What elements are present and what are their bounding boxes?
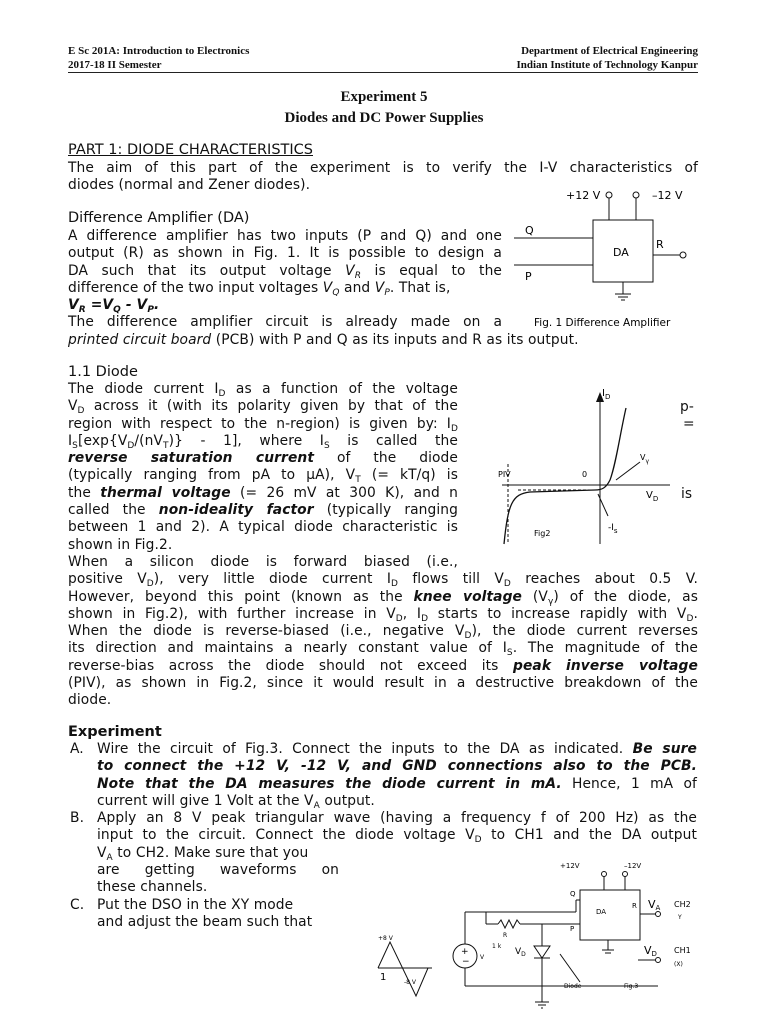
step-a-line-2: to connect the +12 V, -12 V, and GND connections also to the PCB. bbox=[97, 758, 697, 775]
fig3-ch1-label: CH1 bbox=[674, 946, 691, 955]
department: Department of Electrical Engineering bbox=[521, 45, 698, 57]
fig3-source-plus: + bbox=[461, 947, 469, 957]
fig3-vd-out-label: VD bbox=[644, 944, 657, 958]
fig3-ch2-label: CH2 bbox=[674, 900, 691, 909]
step-b-line-4: are getting waveforms on bbox=[97, 861, 339, 878]
diode-line-1: The diode current $I_D$ as a function of the voltage bbox=[68, 381, 458, 399]
diode-line-6: (typically ranging from pA to μA), $V_T$ (= kT/q) is bbox=[68, 467, 459, 486]
fig2-id-label: $I_D$ bbox=[602, 388, 611, 401]
diode-fragment-eq: = bbox=[683, 416, 695, 432]
step-a bbox=[97, 741, 697, 810]
experiment-subtitle: Diodes and DC Power Supplies bbox=[284, 110, 484, 126]
diode-fragment-p: p- bbox=[680, 399, 694, 415]
fig2-origin-label: 0 bbox=[582, 470, 588, 479]
fig3-resistor bbox=[498, 920, 520, 928]
fig3-minus12-terminal bbox=[623, 872, 628, 877]
da-line-2: output (R) as shown in Fig. 1. It is possible to design a bbox=[68, 245, 502, 262]
step-b-line-3: $V_A$ to CH2. Make sure that you bbox=[97, 844, 309, 863]
fig3-va-label: VA bbox=[648, 898, 661, 912]
fig1-minus12-label: –12 V bbox=[652, 189, 683, 202]
fig3-vd-label: $V_D$ bbox=[515, 947, 526, 958]
step-b-line-5: these channels. bbox=[97, 879, 208, 896]
diode-line-10: shown in Fig.2. bbox=[68, 536, 173, 553]
fig3-da-block bbox=[580, 890, 640, 940]
part1-intro-line2: diodes (normal and Zener diodes). bbox=[68, 177, 311, 193]
diode-line-4: $I_S[\exp\{V_D/(nV_T)\} - 1]$, where $I_S$ is called the bbox=[68, 432, 458, 451]
diode-line-9: between 1 and 2). A typical diode characteristic is bbox=[68, 519, 458, 536]
fig3-va-terminal bbox=[656, 912, 661, 917]
step-a-line-4: current will give 1 Volt at the $V_A$ output. bbox=[97, 792, 375, 811]
fig1-plus12-terminal bbox=[606, 192, 612, 198]
diode-line-7: the thermal voltage (= 26 mV at 300 K), and n bbox=[68, 484, 458, 501]
step-a-letter: A. bbox=[70, 741, 84, 757]
fig1-difference-amplifier bbox=[508, 182, 698, 332]
forward-line-7: reverse-bias across the diode should not exceed its peak inverse voltage bbox=[68, 657, 698, 674]
fig3-source-label: V bbox=[480, 954, 485, 961]
da-line-3: DA such that its output voltage $V_R$ is equal to the bbox=[68, 262, 503, 281]
da-line-7: printed circuit board (PCB) with P and Q as its inputs and R as its output. bbox=[68, 332, 579, 348]
institute: Indian Institute of Technology Kanpur bbox=[516, 59, 698, 71]
fig3-p-label: P bbox=[570, 925, 575, 933]
fig1-caption: Fig. 1 Difference Amplifier bbox=[534, 317, 671, 329]
fig1-q-label: Q bbox=[525, 224, 534, 237]
fig1-da-label: DA bbox=[613, 246, 629, 259]
fig3-minus8-label: -8 V bbox=[404, 979, 416, 986]
step-b-line-1: Apply an 8 V peak triangular wave (having a frequency f of 200 Hz) as the bbox=[97, 810, 697, 826]
fig3-triangular-wave bbox=[378, 942, 428, 996]
diode-fragment-is: is bbox=[681, 486, 693, 502]
fig3-resistor-label: R bbox=[503, 932, 508, 939]
fig3-minus12-label: –12V bbox=[624, 862, 642, 870]
fig1-p-label: P bbox=[525, 270, 532, 283]
experiment-title: Experiment 5 bbox=[340, 89, 428, 105]
forward-line-2: positive $V_D$), very little diode current $I_D$ flows till $V_D$ reaches about 0.5 V. bbox=[68, 571, 698, 590]
forward-line-8: (PIV), as shown in Fig.2, since it would result in a destructive breakdown of the bbox=[68, 675, 698, 692]
fig3-ch1-axis: (X) bbox=[674, 961, 683, 968]
fig3-ch2-axis: Y bbox=[678, 914, 682, 921]
part1-intro-line1: The aim of this part of the experiment is to verify the I-V characteristics of bbox=[68, 160, 698, 176]
fig2-caption: Fig2 bbox=[534, 529, 551, 538]
fig3-diode-symbol bbox=[534, 946, 550, 958]
forward-line-9: diode. bbox=[68, 692, 112, 709]
forward-line-4: shown in Fig.2), with further increase in $V_D$, $I_D$ starts to increase rapidly with $V_D$. bbox=[68, 605, 698, 624]
header-right bbox=[516, 44, 698, 72]
fig1-r-label: R bbox=[656, 238, 664, 251]
forward-line-3: However, beyond this point (known as the knee voltage $(V_\gamma)$ of the diode, as bbox=[68, 588, 698, 607]
fig1-minus12-terminal bbox=[633, 192, 639, 198]
fig3-q-label: Q bbox=[570, 890, 576, 898]
fig3-diode-pointer bbox=[560, 954, 580, 982]
diode-heading: 1.1 Diode bbox=[68, 364, 138, 380]
diode-line-5: reverse saturation current of the diode bbox=[68, 450, 459, 467]
course-title: E Sc 201A: Introduction to Electronics bbox=[68, 45, 250, 57]
fig2-diode-characteristic bbox=[490, 384, 680, 554]
diode-paragraph bbox=[68, 381, 458, 554]
fig3-r-label: R bbox=[632, 902, 637, 910]
diode-line-3: region with respect to the n-region) is given by: $I_D$ bbox=[68, 415, 458, 434]
step-a-line-1: Wire the circuit of Fig.3. Connect the inputs to the DA as indicated. Be sure bbox=[97, 741, 697, 757]
experiment-heading: Experiment bbox=[68, 724, 162, 740]
fig1-plus12-label: +12 V bbox=[566, 189, 601, 202]
step-a-line-3: Note that the DA measures the diode current in mA. Hence, 1 mA of bbox=[97, 775, 697, 792]
fig2-is-label: $-I_s$ bbox=[608, 523, 618, 535]
diode-line-8: called the non-ideality factor (typically ranging bbox=[68, 502, 458, 519]
fig2-knee-label: $V_\gamma$ bbox=[640, 453, 650, 465]
part1-heading: PART 1: DIODE CHARACTERISTICS bbox=[68, 142, 313, 158]
da-line-6: The difference amplifier circuit is already made on a bbox=[68, 314, 502, 331]
diode-line-2: $V_D$ across it (with its polarity given by that of the bbox=[68, 398, 458, 417]
fig3-plus12-label: +12V bbox=[560, 862, 580, 870]
fig3-diode-label: Diode bbox=[564, 983, 582, 990]
fig2-knee-pointer bbox=[616, 462, 640, 480]
fig1-r-terminal bbox=[680, 252, 686, 258]
fig3-plus8-label: +8 V bbox=[378, 935, 393, 942]
fig3-period-label: 1 bbox=[380, 972, 387, 983]
da-heading: Difference Amplifier (DA) bbox=[68, 210, 250, 226]
step-c bbox=[97, 897, 342, 932]
fig3-plus12-terminal bbox=[602, 872, 607, 877]
da-paragraph bbox=[68, 228, 502, 332]
forward-line-1: When a silicon diode is forward biased (i.e., bbox=[68, 554, 458, 570]
forward-paragraph bbox=[68, 554, 698, 710]
forward-line-5: When the diode is reverse-biased (i.e., negative $V_D$), the diode current reverses bbox=[68, 623, 698, 642]
step-b-letter: B. bbox=[70, 810, 85, 826]
header-left bbox=[68, 44, 249, 72]
header-rule bbox=[68, 72, 698, 73]
fig2-vd-label: $V_D$ bbox=[646, 490, 659, 503]
fig2-piv-label: PIV bbox=[498, 470, 511, 479]
fig3-vd-terminal bbox=[656, 958, 661, 963]
step-c-line-2: and adjust the beam such that bbox=[97, 914, 313, 931]
fig3-da-label: DA bbox=[596, 908, 607, 916]
da-line-4: difference of the two input voltages $V_Q$ and $V_P$. That is, bbox=[68, 279, 451, 298]
fig3-source-minus: − bbox=[462, 957, 470, 967]
step-b-line-2: input to the circuit. Connect the diode voltage $V_D$ to CH1 and the DA output bbox=[97, 827, 697, 846]
fig3-caption: Fig.3 bbox=[624, 983, 639, 990]
step-c-line-1: Put the DSO in the XY mode bbox=[97, 897, 294, 913]
da-line-1: A difference amplifier has two inputs (P and Q) and one bbox=[68, 228, 502, 244]
semester: 2017-18 II Semester bbox=[68, 59, 162, 71]
step-c-letter: C. bbox=[70, 897, 85, 913]
fig3-test-circuit bbox=[368, 856, 698, 1018]
forward-line-6: its direction and maintains a nearly constant value of $I_S$. The magnitude of the bbox=[68, 640, 698, 659]
fig3-resistor-value: 1 k bbox=[492, 943, 502, 950]
da-equation: $V_R =V_Q - V_P$. bbox=[68, 297, 160, 316]
